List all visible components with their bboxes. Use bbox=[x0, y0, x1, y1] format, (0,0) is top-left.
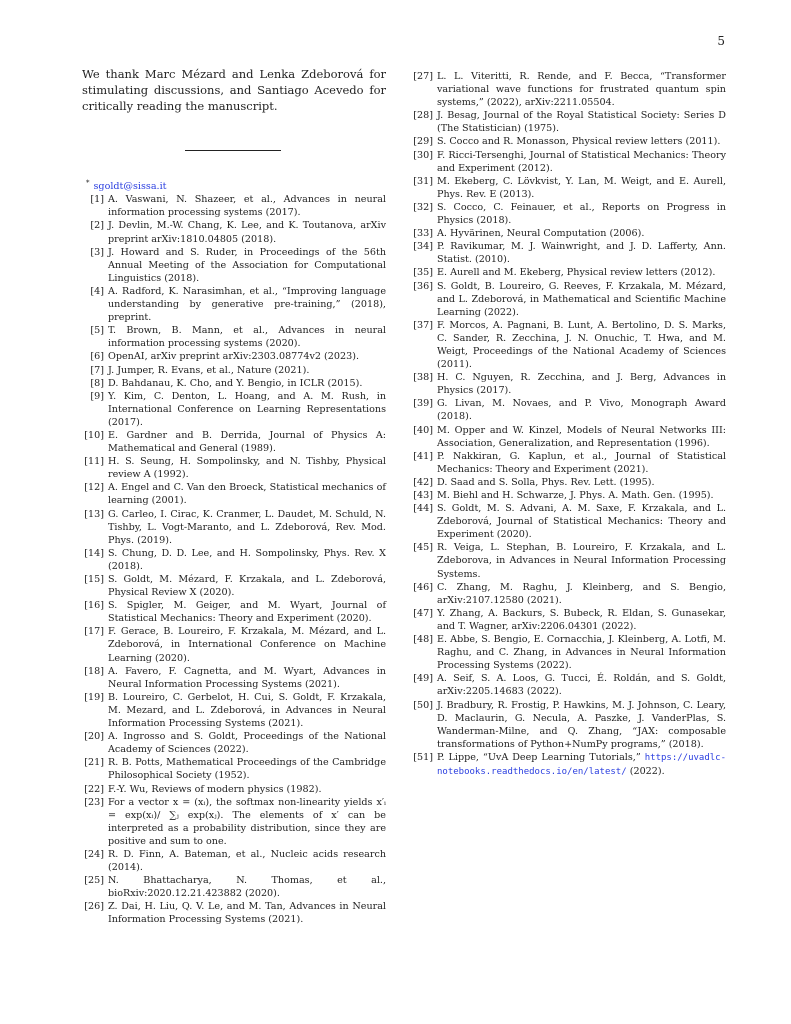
reference-number: [26] bbox=[84, 901, 104, 913]
reference-item bbox=[411, 319, 726, 371]
reference-number: [46] bbox=[413, 581, 433, 593]
reference-body: E. Gardner and B. Derrida, Journal of Physics A: Mathematical and General (1989). bbox=[108, 429, 386, 455]
reference-item bbox=[411, 424, 726, 450]
reference-number: [36] bbox=[413, 280, 433, 292]
reference-body: B. Loureiro, C. Gerbelot, H. Cui, S. Goldt, F. Krzakala, M. Mezard, and L. Zdeborová, in Advances in Neural Information Processing Systems (2021). bbox=[108, 691, 386, 730]
reference-body: P. Nakkiran, G. Kaplun, et al., Journal of Statistical Mechanics: Theory and Experiment (2021). bbox=[437, 450, 726, 475]
reference-number: [33] bbox=[413, 228, 433, 240]
reference-text bbox=[437, 672, 726, 698]
reference-text bbox=[108, 848, 386, 874]
reference-text bbox=[108, 455, 386, 481]
reference-year: (2022). bbox=[629, 765, 665, 777]
reference-item bbox=[411, 149, 726, 175]
reference-text bbox=[108, 573, 386, 599]
reference-text bbox=[108, 390, 386, 429]
reference-body: J. Bradbury, R. Frostig, P. Hawkins, M. J. Johnson, C. Leary, D. Maclaurin, G. Necula, A. Paszke, J. VanderPlas, S. Wanderman-Milne, and Q. Zhang, “JAX: composable transformations of Python+NumPy programs,” (2018). bbox=[437, 699, 726, 750]
reference-item bbox=[411, 502, 726, 541]
reference-body: F. Gerace, B. Loureiro, F. Krzakala, M. Mézard, and L. Zdeborová, in International Conference on Machine Learning (2020). bbox=[108, 626, 386, 664]
reference-body: J. Besag, Journal of the Royal Statistical Society: Series D (The Statistician) (1975). bbox=[437, 110, 726, 135]
reference-number: [28] bbox=[413, 110, 433, 122]
reference-number: [23] bbox=[84, 796, 104, 808]
reference-number: [29] bbox=[413, 136, 433, 148]
reference-text bbox=[437, 581, 726, 607]
reference-body: A. Radford, K. Narasimhan, et al., “Improving language understanding by generative pre-training,” (2018), preprint. bbox=[108, 285, 386, 324]
reference-body: P. Lippe, “UvA Deep Learning Tutorials,” bbox=[437, 751, 641, 763]
left-column bbox=[80, 66, 386, 927]
reference-text bbox=[108, 874, 386, 900]
reference-item bbox=[80, 364, 386, 377]
reference-item bbox=[411, 371, 726, 397]
reference-text bbox=[108, 350, 386, 363]
reference-number: [16] bbox=[84, 600, 104, 612]
reference-text bbox=[108, 219, 386, 245]
reference-body: M. Opper and W. Kinzel, Models of Neural Networks III: Association, Generalization, and Representation (1996). bbox=[437, 424, 726, 449]
reference-body: S. Goldt, B. Loureiro, G. Reeves, F. Krzakala, M. Mézard, and L. Zdeborová, in Mathematical and Scientific Machine Learning (2022). bbox=[437, 280, 726, 318]
reference-text bbox=[437, 489, 726, 502]
reference-text bbox=[108, 599, 386, 625]
reference-body: S. Cocco and R. Monasson, Physical review letters (2011). bbox=[437, 136, 721, 148]
reference-text bbox=[108, 625, 386, 664]
reference-body: M. Biehl and H. Schwarze, J. Phys. A. Math. Gen. (1995). bbox=[437, 490, 714, 501]
reference-text bbox=[108, 246, 386, 285]
reference-body: F. Morcos, A. Pagnani, B. Lunt, A. Bertolino, D. S. Marks, C. Sander, R. Zecchina, J. N. Onuchic, T. Hwa, and M. Weigt, Proceedings of the National Academy of Sciences (2011). bbox=[437, 319, 726, 371]
reference-item bbox=[80, 219, 386, 245]
reference-text bbox=[437, 424, 726, 450]
reference-body: A. Hyvärinen, Neural Computation (2006). bbox=[437, 228, 645, 240]
reference-item bbox=[80, 455, 386, 481]
reference-body: S. Goldt, M. Mézard, F. Krzakala, and L. Zdeborová, Physical Review X (2020). bbox=[108, 574, 386, 599]
footnote bbox=[86, 177, 386, 193]
reference-body: G. Livan, M. Novaes, and P. Vivo, Monograph Award (2018). bbox=[437, 398, 726, 423]
section-divider bbox=[185, 150, 281, 151]
reference-text bbox=[437, 699, 726, 751]
reference-number: [9] bbox=[90, 390, 104, 402]
reference-text bbox=[108, 547, 386, 573]
reference-text bbox=[437, 175, 726, 201]
reference-body: H. C. Nguyen, R. Zecchina, and J. Berg, Advances in Physics (2017). bbox=[437, 372, 726, 397]
reference-item bbox=[411, 607, 726, 633]
reference-body: D. Bahdanau, K. Cho, and Y. Bengio, in ICLR (2015). bbox=[108, 377, 363, 389]
reference-body: F.-Y. Wu, Reviews of modern physics (1982). bbox=[108, 783, 322, 795]
reference-text bbox=[437, 502, 726, 541]
reference-number: [22] bbox=[84, 783, 104, 795]
reference-number: [6] bbox=[90, 351, 104, 363]
reference-text bbox=[108, 900, 386, 926]
reference-number: [4] bbox=[90, 285, 104, 297]
reference-number: [15] bbox=[84, 574, 104, 585]
reference-body: E. Abbe, S. Bengio, E. Cornacchia, J. Kleinberg, A. Lotfi, M. Raghu, and C. Zhang, in Advances in Neural Information Processing Systems (2022). bbox=[437, 634, 726, 672]
reference-number: [19] bbox=[84, 691, 104, 703]
reference-number: [10] bbox=[84, 429, 104, 441]
reference-item bbox=[411, 175, 726, 201]
reference-number: [32] bbox=[413, 201, 433, 213]
reference-item bbox=[80, 665, 386, 691]
reference-text bbox=[108, 481, 386, 507]
reference-text bbox=[108, 508, 386, 547]
reference-number: [14] bbox=[84, 547, 104, 559]
reference-body: M. Ekeberg, C. Lövkvist, Y. Lan, M. Weigt, and E. Aurell, Phys. Rev. E (2013). bbox=[437, 175, 726, 200]
reference-item bbox=[80, 246, 386, 285]
reference-text bbox=[437, 240, 726, 266]
reference-number: [37] bbox=[413, 319, 433, 331]
reference-number: [11] bbox=[84, 456, 104, 468]
reference-item bbox=[80, 756, 386, 782]
reference-text bbox=[437, 607, 726, 633]
reference-item bbox=[80, 350, 386, 363]
reference-text bbox=[108, 429, 386, 455]
reference-text bbox=[437, 397, 726, 423]
reference-number: [21] bbox=[84, 757, 104, 769]
reference-body: S. Chung, D. D. Lee, and H. Sompolinsky, Phys. Rev. X (2018). bbox=[108, 547, 386, 572]
reference-text bbox=[437, 70, 726, 109]
reference-number: [5] bbox=[90, 325, 104, 337]
reference-item bbox=[80, 783, 386, 796]
reference-item bbox=[411, 699, 726, 751]
reference-number: [38] bbox=[413, 372, 433, 384]
reference-text bbox=[108, 364, 386, 377]
right-column bbox=[411, 70, 726, 779]
reference-item bbox=[411, 280, 726, 319]
reference-url-link[interactable]: https://uvadlc-notebooks.readthedocs.io/en/latest/ bbox=[437, 752, 727, 777]
page-number: 5 bbox=[717, 34, 725, 48]
reference-body: F. Ricci-Tersenghi, Journal of Statistical Mechanics: Theory and Experiment (2012). bbox=[437, 149, 726, 174]
reference-item bbox=[411, 751, 726, 779]
reference-body: J. Howard and S. Ruder, in Proceedings of the 56th Annual Meeting of the Association for Computational Linguistics (2018). bbox=[108, 246, 386, 284]
reference-number: [44] bbox=[413, 503, 433, 515]
reference-item bbox=[411, 450, 726, 476]
reference-item bbox=[411, 397, 726, 423]
reference-item bbox=[80, 390, 386, 429]
reference-item bbox=[411, 266, 726, 279]
reference-body: A. Ingrosso and S. Goldt, Proceedings of the National Academy of Sciences (2022). bbox=[108, 731, 386, 756]
reference-item bbox=[80, 547, 386, 573]
reference-body: A. Vaswani, N. Shazeer, et al., Advances in neural information processing systems (2017). bbox=[108, 194, 386, 219]
reference-body: S. Spigler, M. Geiger, and M. Wyart, Journal of Statistical Mechanics: Theory and Experiment (2020). bbox=[108, 600, 386, 625]
reference-item bbox=[80, 599, 386, 625]
reference-number: [27] bbox=[413, 71, 433, 82]
reference-number: [47] bbox=[413, 607, 433, 619]
reference-number: [43] bbox=[413, 490, 433, 501]
reference-body: A. Seif, S. A. Loos, G. Tucci, É. Roldán, and S. Goldt, arXiv:2205.14683 (2022). bbox=[437, 673, 726, 698]
reference-body: Y. Zhang, A. Backurs, S. Bubeck, R. Eldan, S. Gunasekar, and T. Wagner, arXiv:2206.04301 (2022). bbox=[437, 607, 726, 632]
reference-item bbox=[411, 109, 726, 135]
reference-text bbox=[108, 285, 386, 324]
reference-body: H. S. Seung, H. Sompolinsky, and N. Tishby, Physical review A (1992). bbox=[108, 456, 386, 481]
reference-text bbox=[108, 665, 386, 691]
reference-number: [48] bbox=[413, 634, 433, 646]
reference-text bbox=[437, 450, 726, 476]
reference-number: [18] bbox=[84, 665, 104, 677]
reference-body: T. Brown, B. Mann, et al., Advances in neural information processing systems (2020). bbox=[108, 325, 386, 350]
reference-item bbox=[80, 796, 386, 848]
reference-text bbox=[108, 783, 386, 796]
reference-text bbox=[108, 193, 386, 219]
reference-body: For a vector x = (xᵢ), the softmax non-linearity yields x′ᵢ = exp(xᵢ)/ ∑ⱼ exp(xⱼ). The elements of x′ can be interpreted as a probability distribution, since they are positive and sum to one. bbox=[108, 796, 386, 847]
reference-body: R. D. Finn, A. Bateman, et al., Nucleic acids research (2014). bbox=[108, 848, 386, 874]
footnote-marker: * bbox=[86, 179, 90, 187]
reference-item bbox=[80, 508, 386, 547]
author-email-link[interactable]: sgoldt@sissa.it bbox=[93, 181, 167, 193]
reference-body: L. L. Viteritti, R. Rende, and F. Becca, “Transformer variational wave functions for frustrated quantum spin systems,” (2022), arXiv:2211.05504. bbox=[437, 71, 726, 109]
reference-list-left bbox=[80, 193, 386, 926]
reference-number: [40] bbox=[413, 424, 433, 436]
reference-item bbox=[411, 201, 726, 227]
reference-list-right bbox=[411, 70, 726, 779]
reference-body: A. Engel and C. Van den Broeck, Statistical mechanics of learning (2001). bbox=[108, 482, 386, 507]
reference-number: [1] bbox=[90, 194, 104, 206]
reference-text bbox=[437, 319, 726, 371]
reference-body: R. B. Potts, Mathematical Proceedings of the Cambridge Philosophical Society (1952). bbox=[108, 757, 386, 782]
reference-body: Z. Dai, H. Liu, Q. V. Le, and M. Tan, Advances in Neural Information Processing Systems (2021). bbox=[108, 901, 386, 926]
reference-number: [34] bbox=[413, 241, 433, 253]
reference-text bbox=[437, 476, 726, 489]
reference-item bbox=[80, 573, 386, 599]
reference-number: [31] bbox=[413, 175, 433, 187]
reference-number: [39] bbox=[413, 398, 433, 410]
reference-body: A. Favero, F. Cagnetta, and M. Wyart, Advances in Neural Information Processing Systems (2021). bbox=[108, 665, 386, 690]
reference-item bbox=[411, 135, 726, 148]
reference-item bbox=[411, 633, 726, 672]
reference-item bbox=[80, 730, 386, 756]
reference-number: [7] bbox=[90, 364, 104, 376]
reference-body: J. Devlin, M.-W. Chang, K. Lee, and K. Toutanova, arXiv preprint arXiv:1810.04805 (2018). bbox=[108, 220, 386, 245]
reference-body: P. Ravikumar, M. J. Wainwright, and J. D. Lafferty, Ann. Statist. (2010). bbox=[437, 241, 726, 266]
reference-text bbox=[108, 324, 386, 350]
reference-text bbox=[437, 371, 726, 397]
reference-number: [49] bbox=[413, 673, 433, 685]
reference-body: D. Saad and S. Solla, Phys. Rev. Lett. (1995). bbox=[437, 476, 655, 488]
reference-body: E. Aurell and M. Ekeberg, Physical review letters (2012). bbox=[437, 267, 716, 279]
reference-text bbox=[437, 149, 726, 175]
reference-text bbox=[437, 751, 726, 779]
reference-number: [17] bbox=[84, 626, 104, 638]
reference-text bbox=[108, 377, 386, 390]
reference-item bbox=[80, 625, 386, 664]
reference-item bbox=[411, 476, 726, 489]
reference-text bbox=[108, 730, 386, 756]
reference-body: S. Cocco, C. Feinauer, et al., Reports on Progress in Physics (2018). bbox=[437, 201, 726, 227]
reference-text bbox=[108, 796, 386, 848]
reference-text bbox=[108, 756, 386, 782]
reference-item bbox=[80, 481, 386, 507]
reference-item bbox=[80, 429, 386, 455]
reference-number: [42] bbox=[413, 476, 433, 488]
reference-body: N. Bhattacharya, N. Thomas, et al., bioRxiv:2020.12.21.423882 (2020). bbox=[108, 875, 386, 900]
reference-item bbox=[80, 691, 386, 730]
reference-body: C. Zhang, M. Raghu, J. Kleinberg, and S. Bengio, arXiv:2107.12580 (2021). bbox=[437, 581, 726, 606]
reference-number: [25] bbox=[84, 875, 104, 887]
reference-body: R. Veiga, L. Stephan, B. Loureiro, F. Krzakala, and L. Zdeborova, in Advances in Neural Information Processing Systems. bbox=[437, 542, 726, 580]
reference-text bbox=[437, 135, 726, 148]
acknowledgements: We thank Marc Mézard and Lenka Zdeborová for stimulating discussions, and Santiago Acevedo for critically reading the manuscript. bbox=[82, 67, 386, 113]
reference-text bbox=[437, 109, 726, 135]
reference-item bbox=[80, 874, 386, 900]
reference-number: [20] bbox=[84, 731, 104, 743]
reference-text bbox=[437, 541, 726, 580]
reference-body: Y. Kim, C. Denton, L. Hoang, and A. M. Rush, in International Conference on Learning Representations (2017). bbox=[108, 390, 386, 428]
reference-text bbox=[437, 201, 726, 227]
reference-number: [12] bbox=[84, 482, 104, 494]
reference-number: [41] bbox=[413, 450, 433, 462]
reference-number: [35] bbox=[413, 267, 433, 279]
reference-number: [51] bbox=[413, 751, 433, 763]
reference-body: OpenAI, arXiv preprint arXiv:2303.08774v2 (2023). bbox=[108, 351, 360, 363]
reference-item bbox=[411, 489, 726, 502]
reference-number: [45] bbox=[413, 542, 433, 554]
reference-text bbox=[437, 266, 726, 279]
reference-item bbox=[411, 70, 726, 109]
reference-number: [8] bbox=[90, 377, 104, 389]
reference-text bbox=[108, 691, 386, 730]
reference-text bbox=[437, 227, 726, 240]
reference-item bbox=[80, 285, 386, 324]
reference-item bbox=[411, 581, 726, 607]
reference-number: [13] bbox=[84, 508, 104, 520]
reference-item bbox=[80, 193, 386, 219]
reference-item bbox=[411, 240, 726, 266]
reference-number: [24] bbox=[84, 848, 104, 860]
reference-body: G. Carleo, I. Cirac, K. Cranmer, L. Daudet, M. Schuld, N. Tishby, L. Vogt-Maranto, and L. Zdeborová, Rev. Mod. Phys. (2019). bbox=[108, 508, 386, 546]
reference-number: [30] bbox=[413, 149, 433, 161]
reference-item bbox=[411, 541, 726, 580]
reference-item bbox=[80, 377, 386, 390]
reference-item bbox=[80, 324, 386, 350]
reference-item bbox=[80, 848, 386, 874]
reference-item bbox=[80, 900, 386, 926]
reference-number: [3] bbox=[90, 246, 104, 258]
reference-body: S. Goldt, M. S. Advani, A. M. Saxe, F. Krzakala, and L. Zdeborová, Journal of Statistical Mechanics: Theory and Experiment (2020). bbox=[437, 503, 726, 541]
reference-number: [50] bbox=[413, 699, 433, 711]
reference-text bbox=[437, 280, 726, 319]
reference-body: J. Jumper, R. Evans, et al., Nature (2021). bbox=[108, 364, 310, 376]
reference-text bbox=[437, 633, 726, 672]
reference-item bbox=[411, 227, 726, 240]
reference-item bbox=[411, 672, 726, 698]
reference-number: [2] bbox=[90, 220, 104, 232]
